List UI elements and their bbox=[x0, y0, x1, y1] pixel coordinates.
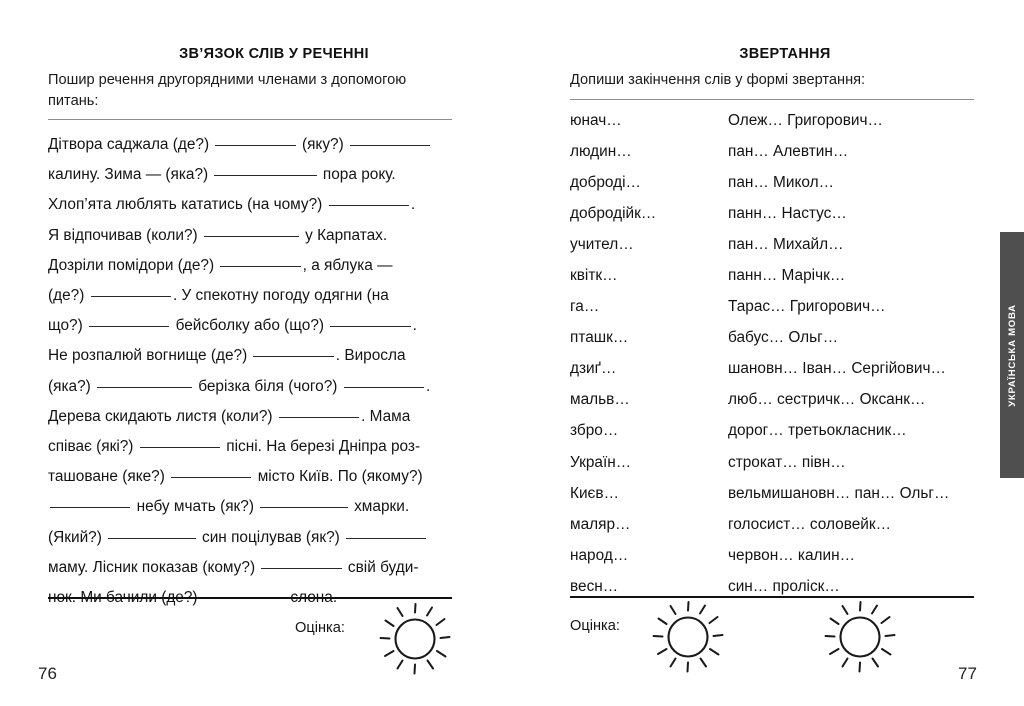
exercise-line: співає (які?) пісні. На березі Дніпра роз- bbox=[48, 438, 421, 456]
answer-blank[interactable] bbox=[346, 538, 426, 539]
word-item-secondary[interactable]: дорог… третьокласник… bbox=[728, 422, 907, 440]
exercise-line: ташоване (яке?) місто Київ. По (якому?) bbox=[48, 468, 423, 486]
word-item-secondary[interactable]: вельмишановн… пан… Ольг… bbox=[728, 484, 950, 502]
word-item-primary[interactable]: пташк… bbox=[570, 329, 629, 347]
word-item-primary[interactable]: весн… bbox=[570, 577, 619, 595]
exercise-text-left bbox=[48, 130, 454, 613]
sun-icon[interactable] bbox=[645, 594, 731, 680]
page-title-right: ЗВЕРТАННЯ bbox=[739, 46, 831, 62]
exercise-line: Хлоп’ята люблять кататись (на чому?) . bbox=[48, 196, 416, 214]
exercise-line: Не розпалюй вогнище (де?) . Виросла bbox=[48, 347, 406, 365]
exercise-line: Дітвора саджала (де?) (яку?) bbox=[48, 130, 454, 160]
page-number-right: 77 bbox=[958, 664, 977, 683]
answer-blank[interactable] bbox=[344, 387, 424, 388]
word-item-secondary[interactable]: строкат… півн… bbox=[728, 453, 846, 471]
answer-blank[interactable] bbox=[171, 477, 251, 478]
word-item-secondary[interactable]: пан… Михайл… bbox=[728, 235, 844, 253]
sun-icon[interactable] bbox=[372, 596, 458, 682]
exercise-line: калину. Зима — (яка?) пора року. bbox=[48, 166, 396, 184]
word-item-secondary[interactable]: Олеж… Григорович… bbox=[728, 111, 883, 129]
word-row bbox=[570, 229, 980, 260]
word-item-primary[interactable]: Києв… bbox=[570, 484, 619, 502]
divider-left-top bbox=[48, 119, 452, 120]
word-item-primary[interactable]: га… bbox=[570, 298, 600, 316]
word-item-secondary[interactable]: червон… калин… bbox=[728, 546, 855, 564]
divider-right-top bbox=[570, 99, 974, 100]
word-item-primary[interactable]: маляр… bbox=[570, 515, 631, 533]
answer-blank[interactable] bbox=[50, 507, 130, 508]
word-item-secondary[interactable]: голосист… соловейк… bbox=[728, 515, 891, 533]
exercise-line: Дерева скидають листя (коли?) . Мама bbox=[48, 407, 411, 425]
exercise-line: (де?) . У спекотну погоду одягни (на bbox=[48, 287, 389, 305]
answer-blank[interactable] bbox=[261, 568, 341, 569]
word-item-primary[interactable]: добродійк… bbox=[570, 204, 657, 222]
word-item-secondary[interactable]: панн… Марічк… bbox=[728, 267, 846, 285]
word-list bbox=[570, 105, 980, 603]
word-row bbox=[570, 105, 980, 136]
answer-blank[interactable] bbox=[350, 145, 430, 146]
answer-blank[interactable] bbox=[215, 145, 295, 146]
word-row bbox=[570, 260, 980, 291]
word-item-secondary[interactable]: Тарас… Григорович… bbox=[728, 298, 886, 316]
answer-blank[interactable] bbox=[260, 507, 348, 508]
word-item-primary[interactable]: мальв… bbox=[570, 391, 630, 409]
word-row bbox=[570, 354, 980, 385]
word-row bbox=[570, 385, 980, 416]
answer-blank[interactable] bbox=[279, 417, 359, 418]
word-item-primary[interactable]: квітк… bbox=[570, 267, 618, 285]
word-row bbox=[570, 167, 980, 198]
word-item-primary[interactable]: доброді… bbox=[570, 173, 641, 191]
section-tab-ukrainian-language[interactable] bbox=[1000, 232, 1024, 478]
word-item-primary[interactable]: Україн… bbox=[570, 453, 632, 471]
word-item-secondary[interactable]: син… проліск… bbox=[728, 577, 840, 595]
page-title-left: ЗВ’ЯЗОК СЛІВ У РЕЧЕННІ bbox=[179, 46, 369, 62]
word-item-primary[interactable]: дзиґ… bbox=[570, 360, 617, 378]
word-row bbox=[570, 478, 980, 509]
answer-blank[interactable] bbox=[89, 326, 169, 327]
word-row bbox=[570, 416, 980, 447]
word-item-primary[interactable]: учител… bbox=[570, 235, 634, 253]
exercise-line: Дозріли помідори (де?) , а яблука — bbox=[48, 256, 393, 274]
exercise-line: (яка?) берізка біля (чого?) . bbox=[48, 377, 431, 395]
word-item-secondary[interactable]: бабус… Ольг… bbox=[728, 329, 839, 347]
word-row bbox=[570, 136, 980, 167]
answer-blank[interactable] bbox=[330, 326, 410, 327]
word-row bbox=[570, 198, 980, 229]
answer-blank[interactable] bbox=[91, 296, 171, 297]
exercise-line: Я відпочивав (коли?) у Карпатах. bbox=[48, 226, 388, 244]
word-row bbox=[570, 509, 980, 540]
score-label-right: Оцінка: bbox=[570, 618, 620, 634]
word-item-primary[interactable]: людин… bbox=[570, 142, 632, 160]
word-row bbox=[570, 323, 980, 354]
answer-blank[interactable] bbox=[220, 266, 300, 267]
sun-icon[interactable] bbox=[817, 594, 903, 680]
divider-right-bottom bbox=[570, 596, 974, 598]
word-item-secondary[interactable]: люб… сестричк… Оксанк… bbox=[728, 391, 926, 409]
word-item-secondary[interactable]: пан… Микол… bbox=[728, 173, 834, 191]
word-item-primary[interactable]: юнач… bbox=[570, 111, 622, 129]
word-item-secondary[interactable]: шановн… Іван… Сергійович… bbox=[728, 360, 946, 378]
answer-blank[interactable] bbox=[253, 356, 333, 357]
instruction-right: Допиши закінчення слів у формі звертання: bbox=[570, 72, 866, 88]
exercise-line: що?) бейсболку або (що?) . bbox=[48, 317, 417, 335]
word-item-secondary[interactable]: пан… Алевтин… bbox=[728, 142, 849, 160]
answer-blank[interactable] bbox=[214, 175, 316, 176]
section-tab-label: УКРАЇНСЬКА МОВА bbox=[1006, 303, 1018, 407]
word-item-primary[interactable]: збро… bbox=[570, 422, 619, 440]
exercise-line: небу мчать (як?) хмарки. bbox=[48, 492, 454, 522]
answer-blank[interactable] bbox=[329, 205, 409, 206]
word-item-primary[interactable]: народ… bbox=[570, 546, 629, 564]
word-row bbox=[570, 540, 980, 571]
exercise-line: нок. Ми бачили (де?) слона. bbox=[48, 589, 338, 607]
score-label-left: Оцінка: bbox=[295, 620, 345, 636]
word-row bbox=[570, 292, 980, 323]
page-number-left: 76 bbox=[38, 664, 57, 683]
exercise-line: маму. Лісник показав (кому?) свій буди- bbox=[48, 558, 419, 576]
answer-blank[interactable] bbox=[97, 387, 192, 388]
answer-blank[interactable] bbox=[108, 538, 196, 539]
answer-blank[interactable] bbox=[140, 447, 220, 448]
answer-blank[interactable] bbox=[204, 236, 299, 237]
exercise-line: (Який?) син поцілував (як?) bbox=[48, 523, 454, 553]
word-row bbox=[570, 447, 980, 478]
word-item-secondary[interactable]: панн… Настус… bbox=[728, 204, 847, 222]
instruction-left: Пошир речення другорядними членами з допомогою питань: bbox=[48, 72, 407, 109]
